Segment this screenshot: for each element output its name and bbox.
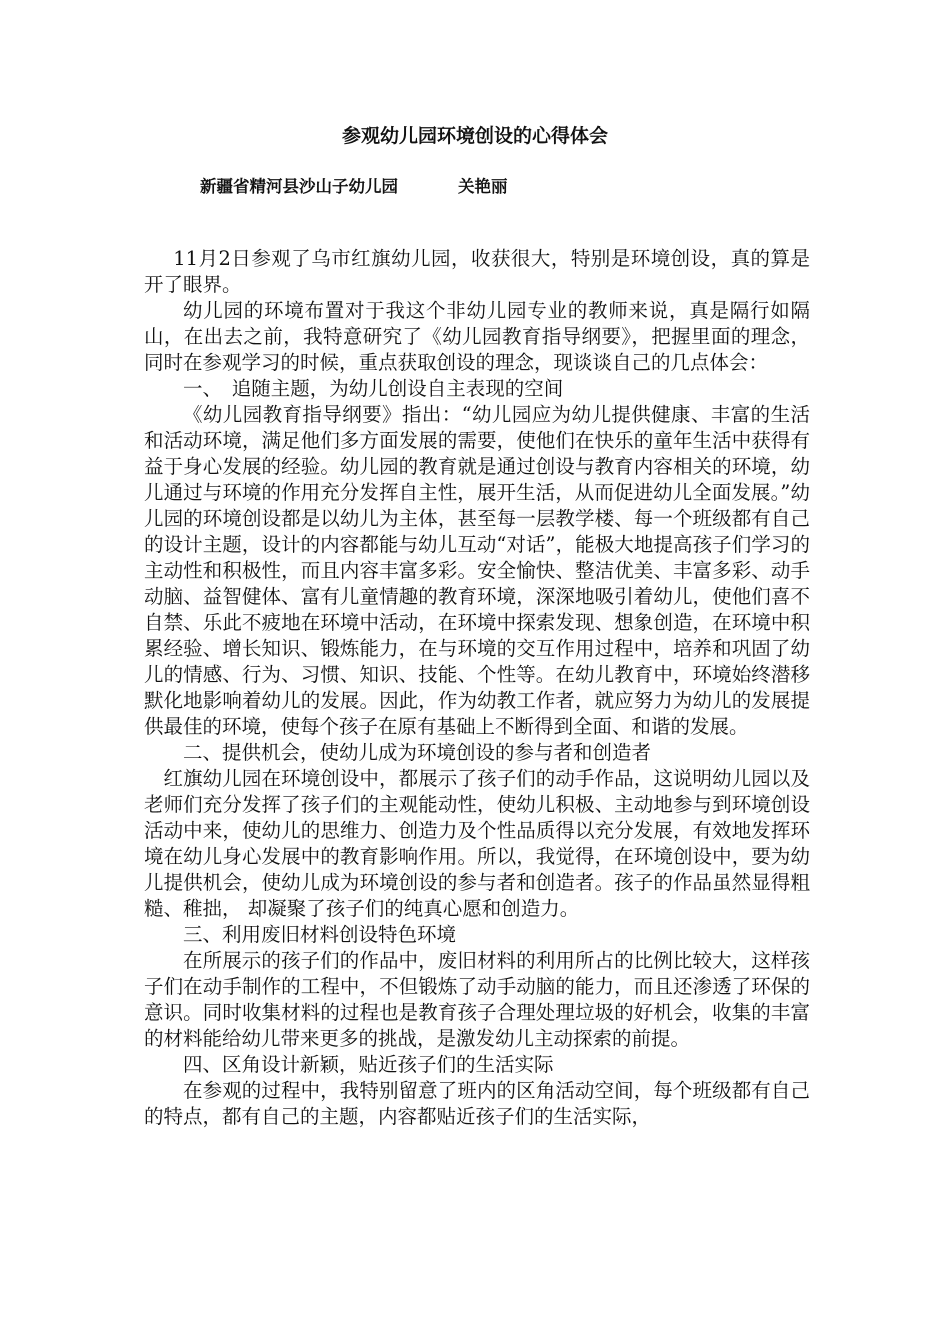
author-organization: 新疆省精河县沙山子幼儿园 [200,177,398,196]
paragraph-section-1: 《幼儿园教育指导纲要》指出：“幼儿园应为幼儿提供健康、丰富的生活和活动环境，满足他们多方面发展的需要，使他们在快乐的童年生活中获得有益于身心发展的经验。幼儿园的教育就是通过创设与教育内容相关的环境，幼儿通过与环境的作用充分发挥自主性，展开生活，从而促进幼儿全面发展。”幼儿园的环境创设都是以幼儿为主体，甚至每一层教学楼、每一个班级都有自己的设计主题，设计的内容都能与幼儿互动“对话”，能极大地提高孩子们学习的主动性和积极性，而且内容丰富多彩。安全愉快、整洁优美、丰富多彩、动手动脑、益智健体、富有儿童情趣的教育环境，深深地吸引着幼儿，使他们喜不自禁、乐此不疲地在环境中活动，在环境中探索发现、想象创造，在环境中积累经验、增长知识、锻炼能力，在与环境的交互作用过程中，培养和巩固了幼儿的情感、行为、习惯、知识、技能、个性等。在幼儿教育中，环境始终潜移默化地影响着幼儿的发展。因此，作为幼教工作者，就应努力为幼儿的发展提供最佳的环境，使每个孩子在原有基础上不断得到全面、和谐的发展。 [144,403,810,738]
author-line [200,174,508,200]
paragraph-background: 幼儿园的环境布置对于我这个非幼儿园专业的教师来说，真是隔行如隔山，在出去之前，我特意研究了《幼儿园教育指导纲要》，把握里面的理念，同时在参观学习的时候，重点获取创设的理念，现谈谈自己的几点体会： [144,299,810,374]
paragraph-intro: 11月2日参观了乌市红旗幼儿园，收获很大，特别是环境创设，真的算是开了眼界。 [144,247,810,296]
author-name: 关艳丽 [458,177,508,196]
section-heading-2: 二、提供机会，使幼儿成为环境创设的参与者和创造者 [183,741,652,764]
section-heading-4: 四、区角设计新颖，贴近孩子们的生活实际 [183,1053,554,1076]
paragraph-section-3: 在所展示的孩子们的作品中，废旧材料的利用所占的比例比较大，这样孩子们在动手制作的工程中，不但锻炼了动手动脑的能力，而且还渗透了环保的意识。同时收集材料的过程也是教育孩子合理处理垃圾的好机会，收集的丰富的材料能给幼儿带来更多的挑战，是激发幼儿主动探索的前提。 [144,949,810,1050]
paragraph-section-4: 在参观的过程中，我特别留意了班内的区角活动空间，每个班级都有自己的特点，都有自己的主题，内容都贴近孩子们的生活实际， [144,1079,810,1128]
paragraph-section-2: 红旗幼儿园在环境创设中，都展示了孩子们的动手作品，这说明幼儿园以及老师们充分发挥了孩子们的主观能动性，使幼儿积极、主动地参与到环境创设活动中来，使幼儿的思维力、创造力及个性品质得以充分发展，有效地发挥环境在幼儿身心发展中的教育影响作用。所以，我觉得，在环境创设中，要为幼儿提供机会，使幼儿成为环境创设的参与者和创造者。孩子的作品虽然显得粗糙、稚拙， 却凝聚了孩子们的纯真心愿和创造力。 [144,767,810,920]
document-body [144,246,810,1130]
section-heading-1: 一、 追随主题，为幼儿创设自主表现的空间 [183,377,564,400]
section-heading-3: 三、利用废旧材料创设特色环境 [183,923,457,946]
document-title: 参观幼儿园环境创设的心得体会 [341,125,608,147]
